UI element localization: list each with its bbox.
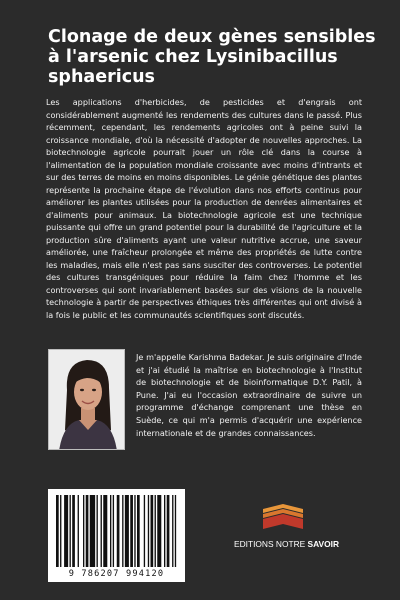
author-bio: Je m'appelle Karishma Badekar. Je suis originaire d'Inde et j'ai étudié la maîtrise en biotechnologie à l'Institut de biotechnologie et de bioinformatique D.Y. Patil, à Pune. J'ai eu l'occasion extraordinaire de suivre un programme d'échange comprenant une thèse en Suède, ce qui m'a permis d'acquérir une expérience internationale et de grandes connaissances. [136,352,362,438]
barcode-bar [60,495,61,567]
publisher-name [234,539,338,549]
barcode-bar [134,495,135,567]
barcode [48,489,185,582]
book-summary: Les applications d'herbicides, de pesticides et d'engrais ont considérablement augmenté les rendements des cultures dans le passé. Plus récemment, cependant, les rendements agricoles ont à peine suivi la croissance mondiale, d'où la nécessité d'adopter de nouvelles approches. La biotechnologie agricole pourrait jouer un rôle clé dans la course à l'alimentation de la population mondiale croissante avec moins d'intrants et sur des terres de moins en moins disponibles. Le génie génétique des plantes représente la prochaine étape de l'évolution dans nos efforts continus pour améliorer les plantes utilisées pour la production de denrées alimentaires et d'aliments pour animaux. La biotechnologie agricole est une technique puissante qui offre un grand potentiel pour la durabilité de l'agriculture et la production sûre d'aliments ayant une valeur nutritive accrue, une saveur améliorée, une fraîcheur prolongée et même des propriétés de lutte contre les maladies, mais elle n'est pas sans susciter des controverses. Le potentiel des cultures transgéniques pour réduire la faim chez l'homme et les controverses qui sont invariablement basées sur des visions de la nouvelle technologie à partir de perspectives éthiques très différentes qui ont divisé à la fois le public et les communautés scientifiques sont discutés. [46,97,362,320]
barcode-bar [172,495,173,567]
barcode-bar [70,495,71,567]
publisher-middle: NOTRE [275,539,306,549]
barcode-bar [101,495,102,567]
barcode-bar [144,495,145,567]
barcode-bar [167,495,170,567]
isbn-number: 9 786207 994120 [68,569,165,579]
barcode-bar [72,495,75,567]
book-title: Clonage de deux gènes sensibles à l'arsenic chez Lysinibacillus sphaericus [48,27,376,87]
portrait-photo-icon [49,350,125,450]
author-photo [48,349,125,450]
barcode-bar [64,495,68,567]
barcode-bar [113,495,114,567]
barcode-bar [164,495,165,567]
barcode-bar [86,495,89,567]
ean13-barcode-icon [54,495,179,567]
publisher-logo [261,503,305,531]
barcode-bar [125,495,129,567]
barcode-bar [157,495,161,567]
barcode-bar [103,495,107,567]
barcode-bar [155,495,156,567]
publisher-bold: SAVOIR [307,539,340,549]
barcode-bar [122,495,123,567]
barcode-bar [148,495,149,567]
barcode-bar [78,495,79,567]
barcode-bar [110,495,111,567]
barcode-bar [83,495,84,567]
barcode-bar [90,495,95,567]
barcode-bar [151,495,154,567]
publisher-prefix: EDITIONS [234,539,274,549]
barcode-bar [56,495,59,567]
barcode-bar [97,495,98,567]
open-book-logo-icon [261,503,305,531]
barcode-bar [130,495,133,567]
barcode-bar [137,495,140,567]
barcode-bar [175,495,176,567]
barcode-bar [117,495,120,567]
